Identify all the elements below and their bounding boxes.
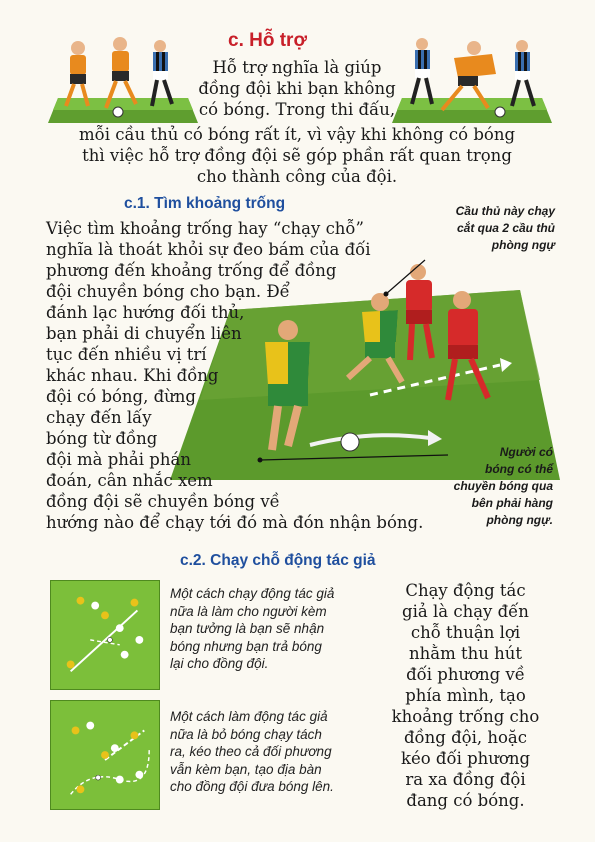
text-line: giả là chạy đến	[402, 602, 529, 621]
text-line: đoán, cân nhắc xem	[46, 471, 213, 490]
text-line: chỗ thuận lợi	[410, 623, 521, 642]
text-line: đội có bóng, đừng	[46, 387, 196, 406]
caption-line: Một cách chạy động tác giả	[170, 586, 335, 601]
text-line: đang có bóng.	[406, 791, 525, 810]
illustration-top-left	[48, 28, 198, 123]
text-line: mỗi cầu thủ có bóng rất ít, vì vậy khi không có bóng	[78, 125, 516, 144]
caption-line: ra, kéo theo cả đối phương	[170, 744, 332, 759]
text-line: đồng đội, hoặc	[404, 728, 527, 747]
text-line: nghĩa là thoát khỏi sự đeo bám của đối	[46, 240, 371, 259]
text-line: phương đến khoảng trống để đồng	[46, 261, 337, 280]
caption-line: lại cho đồng đội.	[170, 656, 269, 671]
caption-line: bạn tưởng là bạn sẽ nhận	[170, 621, 325, 636]
text-line: đội chuyền bóng cho bạn. Để	[46, 282, 290, 301]
illustration-top-right	[392, 28, 552, 123]
c2-paragraph	[378, 580, 553, 811]
intro-paragraph-top	[192, 57, 402, 120]
text-line: khoảng trống cho	[391, 707, 540, 726]
section-title: c. Hỗ trợ	[228, 30, 307, 51]
text-line: đồng đội sẽ chuyền bóng về	[46, 492, 280, 511]
caption-line: cắt qua 2 cầu thủ	[456, 221, 555, 235]
caption-line: bên phải hàng	[471, 496, 553, 510]
caption-line: bóng có thể	[485, 462, 553, 476]
tactics-diagram-a	[50, 580, 160, 690]
text-line: nhằm thu hút	[409, 644, 522, 663]
caption-line: cho đồng đội đưa bóng lên.	[170, 779, 334, 794]
caption-line: Người có	[499, 445, 553, 459]
caption-line: phòng ngự	[491, 238, 555, 252]
text-line: Hỗ trợ nghĩa là giúp	[212, 58, 382, 77]
caption-diagram-b	[170, 708, 370, 796]
subsection-title-c1: c.1. Tìm khoảng trống	[124, 195, 286, 212]
text-line: phía mình, tạo	[405, 686, 526, 705]
text-line: đánh lạc hướng đối thủ,	[46, 303, 245, 322]
text-line: chạy đến lấy	[46, 408, 152, 427]
caption-line: nữa là làm cho người kèm	[170, 603, 327, 619]
text-line: cho thành công của đội.	[196, 167, 398, 186]
caption-line: vẫn kèm bạn, tạo địa bàn	[170, 761, 322, 777]
text-line: hướng nào để chạy tới đó mà đón nhận bóng.	[46, 513, 424, 532]
caption-line: chuyền bóng qua	[453, 479, 553, 493]
text-line: Chạy động tác	[405, 581, 526, 600]
caption-line: nữa là bỏ bóng chạy tách	[170, 726, 322, 742]
text-line: tục đến nhiều vị trí	[46, 345, 207, 364]
text-line: kéo đối phương	[400, 749, 531, 768]
tactics-diagram-b	[50, 700, 160, 810]
text-line: thì việc hỗ trợ đồng đội sẽ góp phần rất quan trọng	[82, 146, 512, 165]
text-line: khác nhau. Khi đồng	[46, 366, 219, 385]
text-line: Việc tìm khoảng trống hay “chạy chỗ”	[46, 219, 364, 238]
caption-runner	[415, 203, 555, 254]
text-line: đối phương về	[406, 665, 525, 684]
caption-diagram-a	[170, 585, 370, 673]
caption-line: Cầu thủ này chạy	[455, 204, 555, 218]
text-line: bóng từ đồng	[46, 429, 158, 448]
caption-line: phòng ngự.	[486, 513, 553, 527]
text-line: có bóng. Trong thi đấu,	[198, 100, 396, 119]
c1-paragraph	[46, 218, 426, 533]
caption-line: Một cách làm động tác giả	[170, 709, 328, 724]
text-line: đội mà phải phán	[46, 450, 191, 469]
caption-ball-carrier	[413, 444, 553, 529]
subsection-title-c2: c.2. Chạy chỗ động tác giả	[180, 552, 376, 569]
text-line: ra xa đồng đội	[405, 770, 526, 789]
intro-paragraph-bottom	[42, 124, 552, 187]
text-line: bạn phải di chuyển liên	[46, 324, 242, 343]
text-line: đồng đội khi bạn không	[198, 79, 396, 98]
caption-line: bóng nhưng bạn trả bóng	[170, 638, 322, 654]
